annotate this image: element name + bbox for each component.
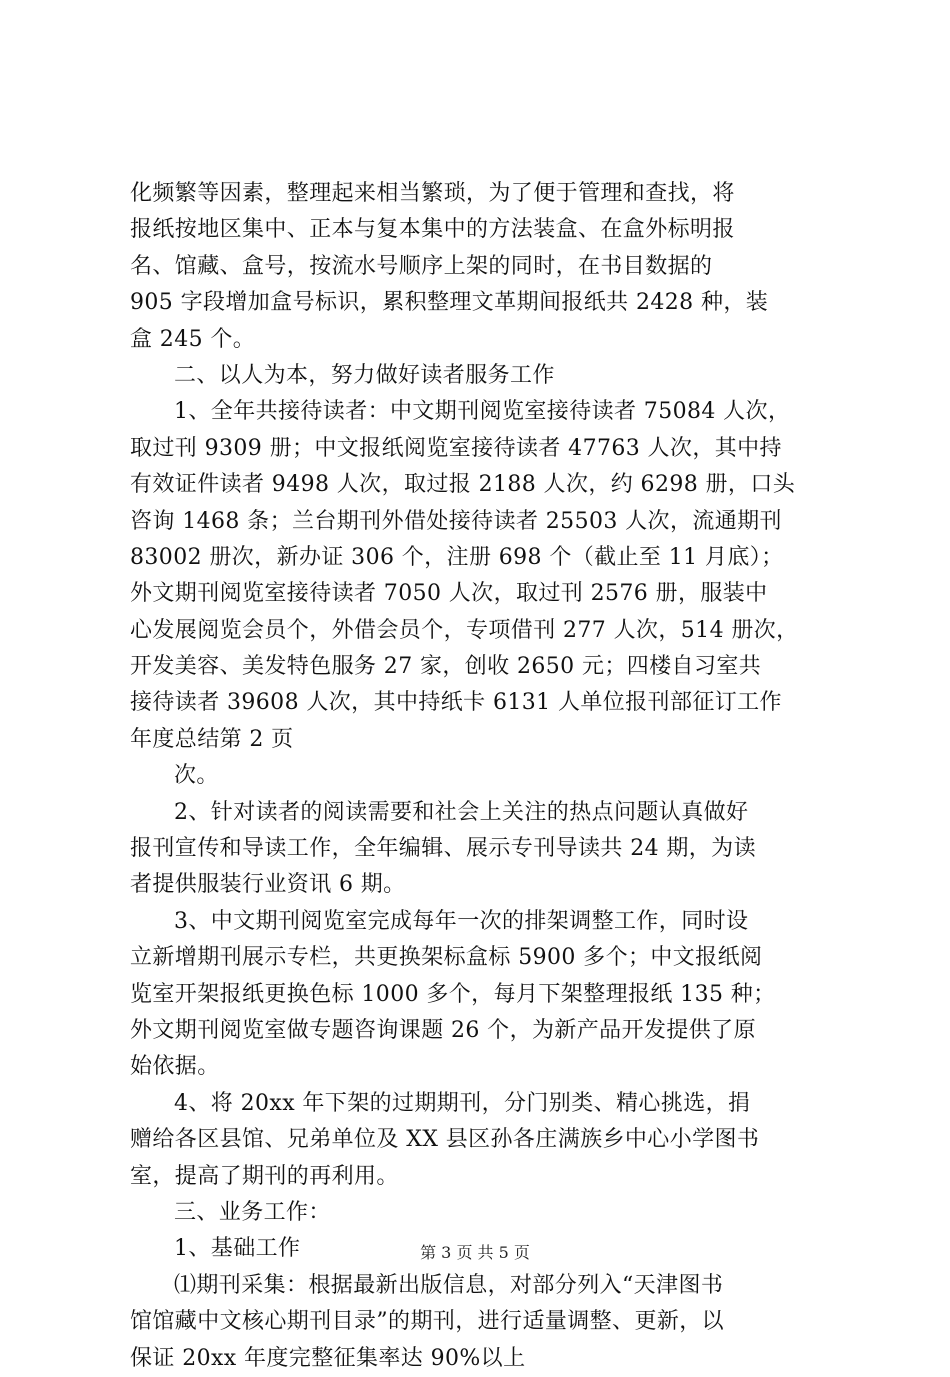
text-line: 1、全年共接待读者：中文期刊阅览室接待读者 75084 人次， [174, 399, 791, 425]
text-line: 赠给各区县馆、兄弟单位及 XX 县区孙各庄满族乡中心小学图书 [130, 1127, 760, 1153]
text-line: 报纸按地区集中、正本与复本集中的方法装盒、在盒外标明报 [130, 217, 735, 243]
text-line: 2、针对读者的阅读需要和社会上关注的热点问题认真做好 [174, 799, 749, 825]
text-line: ⑴期刊采集：根据最新出版信息，对部分列入“天津图书 [174, 1272, 724, 1298]
document-body [130, 176, 830, 1377]
text-line: 保证 20xx 年度完整征集率达 90%以上 [130, 1345, 526, 1371]
text-line: 外文期刊阅览室接待读者 7050 人次，取过刊 2576 册，服装中 [130, 581, 768, 607]
text-line: 开发美容、美发特色服务 27 家，创收 2650 元；四楼自习室共 [130, 654, 762, 680]
text-line: 905 字段增加盒号标识，累积整理文革期间报纸共 2428 种，装 [130, 290, 769, 316]
text-line: 名、馆藏、盒号，按流水号顺序上架的同时，在书目数据的 [130, 253, 713, 279]
text-line: 1、基础工作 [174, 1236, 301, 1262]
text-line: 报刊宣传和导读工作，全年编辑、展示专刊导读共 24 期，为读 [130, 836, 756, 862]
text-line: 化频繁等因素，整理起来相当繁琐，为了便于管理和查找，将 [130, 181, 735, 206]
text-line: 馆馆藏中文核心期刊目录”的期刊，进行适量调整、更新，以 [130, 1309, 725, 1335]
text-line: 3、中文期刊阅览室完成每年一次的排架调整工作，同时设 [174, 908, 749, 934]
text-line: 盒 245 个。 [130, 326, 256, 352]
text-line: 者提供服装行业资讯 6 期。 [130, 872, 406, 898]
text-line: 室，提高了期刊的再利用。 [130, 1163, 399, 1189]
text-line: 83002 册次，新办证 306 个，注册 698 个（截止至 11 月底）； [130, 544, 784, 570]
text-line: 4、将 20xx 年下架的过期期刊，分门别类、精心挑选，捐 [174, 1090, 751, 1116]
text-line: 心发展阅览会员个，外借会员个，专项借刊 277 人次，514 册次， [130, 617, 799, 643]
text-line: 有效证件读者 9498 人次，取过报 2188 人次，约 6298 册，口头 [130, 472, 796, 498]
text-line: 始依据。 [130, 1054, 220, 1080]
text-line: 外文期刊阅览室做专题咨询课题 26 个，为新产品开发提供了原 [130, 1017, 756, 1043]
text-line: 取过刊 9309 册；中文报纸阅览室接待读者 47763 人次，其中持 [130, 435, 782, 461]
page-footer: 第 3 页 共 5 页 [420, 1243, 530, 1262]
text-line: 三、业务工作： [174, 1199, 331, 1225]
text-line: 接待读者 39608 人次，其中持纸卡 6131 人单位报刊部征订工作 [130, 690, 782, 716]
text-line: 咨询 1468 条；兰台期刊外借处接待读者 25503 人次，流通期刊 [130, 508, 782, 534]
text-line: 览室开架报纸更换色标 1000 多个，每月下架整理报纸 135 种； [130, 981, 776, 1007]
text-line: 二、以人为本，努力做好读者服务工作 [174, 362, 555, 388]
text-line: 次。 [174, 763, 219, 789]
text-line: 立新增期刊展示专栏，共更换架标盒标 5900 多个；中文报纸阅 [130, 945, 763, 971]
text-line: 年度总结第 2 页 [130, 726, 294, 752]
